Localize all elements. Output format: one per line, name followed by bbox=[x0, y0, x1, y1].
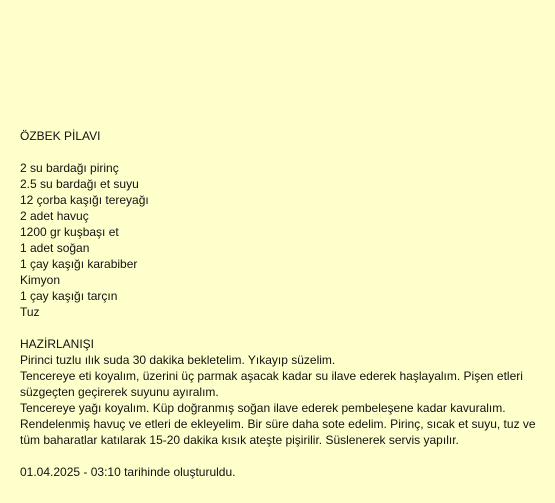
spacer bbox=[20, 320, 545, 336]
preparation-step: Tencereye eti koyalım, üzerini üç parmak aşacak kadar su ilave ederek haşlayalım. Pişen etleri süzgeçten geçirerek suyunu ayıralım. bbox=[20, 369, 523, 399]
ingredient-item: 2 adet havuç bbox=[20, 209, 89, 223]
preparation-heading: HAZİRLANIŞI bbox=[20, 337, 95, 351]
spacer bbox=[20, 448, 545, 464]
preparation-step: Tencereye yağı koyalım. Küp doğranmış soğan ilave ederek pembeleşene kadar kavuralım. bbox=[20, 401, 506, 415]
ingredient-item: 12 çorba kaşığı tereyağı bbox=[20, 193, 149, 207]
spacer bbox=[20, 144, 545, 160]
ingredient-item: 1 adet soğan bbox=[20, 241, 90, 255]
ingredient-item: Kimyon bbox=[20, 273, 61, 287]
created-timestamp: 01.04.2025 - 03:10 tarihinde oluşturuldu. bbox=[20, 465, 236, 479]
preparation-step: Rendelenmiş havuç ve etleri de ekleyelim. Bir süre daha sote edelim. Pirinç, sıcak et suyu, tuz ve tüm baharatlar katılarak 15-20 dakika kısık ateşte pişirilir. Süslenerek servis yapılır. bbox=[20, 417, 536, 447]
ingredient-list bbox=[20, 160, 545, 320]
recipe-note bbox=[20, 128, 545, 480]
ingredient-item: Tuz bbox=[20, 305, 40, 319]
preparation-steps bbox=[20, 352, 545, 448]
ingredient-item: 1 çay kaşığı karabiber bbox=[20, 257, 138, 271]
ingredient-item: 1 çay kaşığı tarçın bbox=[20, 289, 118, 303]
ingredient-item: 2 su bardağı pirinç bbox=[20, 161, 119, 175]
ingredient-item: 1200 gr kuşbaşı et bbox=[20, 225, 119, 239]
preparation-step: Pirinci tuzlu ılık suda 30 dakika bekletelim. Yıkayıp süzelim. bbox=[20, 353, 336, 367]
recipe-title: ÖZBEK PİLAVI bbox=[20, 129, 101, 143]
ingredient-item: 2.5 su bardağı et suyu bbox=[20, 177, 139, 191]
